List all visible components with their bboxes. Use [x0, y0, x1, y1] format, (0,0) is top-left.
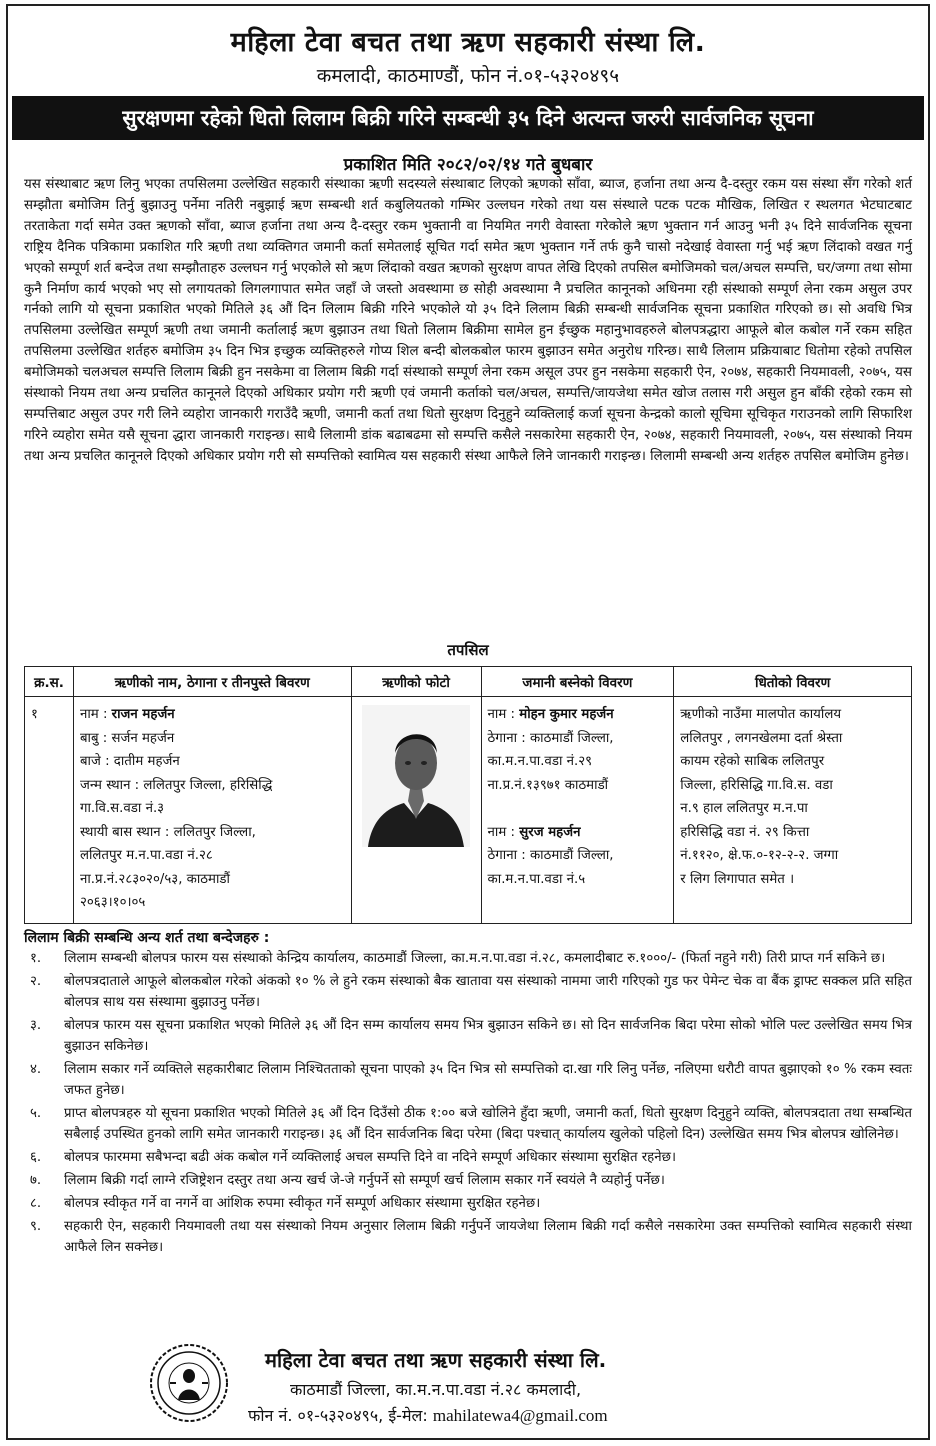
condition-number: ७. — [30, 1173, 42, 1188]
name-label: नाम : — [487, 824, 520, 840]
guarantor-detail: ठेगाना : काठमाडौं जिल्ला, — [487, 848, 614, 863]
borrower-detail: जन्म स्थान : ललितपुर जिल्ला, हरिसिद्धि — [79, 777, 273, 793]
condition-item — [24, 948, 912, 969]
condition-number: ९. — [30, 1219, 42, 1234]
footer-org-name: महिला टेवा बचत तथा ऋण सहकारी संस्था लि. — [265, 1348, 607, 1372]
borrower-name-line — [80, 703, 345, 727]
collateral-line: ललितपुर , लगनखेलमा दर्ता श्रेस्ता — [680, 730, 843, 746]
condition-number: ४. — [30, 1062, 42, 1077]
condition-text: लिलाम सकार गर्ने व्यक्तिले सहकारीबाट लिलाम निश्चितताको सूचना पाएको ३५ दिन भित्र सो सम्पत्तिको दा.खा गरि लिनु पर्नेछ, नलिएमा धरौटी वापत बुझाएको १० % रकम स्वतः जफत हुनेछ। — [64, 1062, 912, 1098]
guarantor-name-line — [488, 821, 668, 845]
footer-email: mahilatewa4@gmail.com — [432, 1406, 608, 1425]
collateral-line: र लिग लिगापात समेत । — [680, 871, 795, 887]
conditions-title: लिलाम बिक्री सम्बन्धि अन्य शर्त तथा बन्देजहरु : — [24, 930, 270, 946]
condition-item — [24, 1059, 912, 1101]
notice-banner — [12, 96, 924, 140]
conditions-list — [24, 948, 912, 1260]
condition-number: ६. — [30, 1150, 42, 1165]
cell-sn — [25, 697, 74, 924]
condition-text: लिलाम सम्बन्धी बोलपत्र फारम यस संस्थाको केन्द्रिय कार्यालय, काठमाडौं जिल्ला, का.म.न.पा.वडा नं.२८, कमलादीबाट रु.१०००/- (फिर्ता नहुने गरी) तिरी प्राप्त गर्न सकिने छ। — [64, 951, 886, 966]
condition-item — [24, 1147, 912, 1168]
guarantor-detail: का.म.न.पा.वडा नं.२९ — [487, 754, 593, 769]
guarantor-name: मोहन कुमार महर्जन — [519, 707, 614, 722]
condition-text: बोलपत्र फारम यस सूचना प्रकाशित भएको मितिले ३६ औं दिन सम्म कार्यालय समय भित्र बुझाउन सकिने छ। सो दिन सार्वजनिक बिदा परेमा सोको भोलि पल्ट उल्लेखित समय भित्र बुझाउन सकिनेछ। — [64, 1018, 912, 1054]
condition-item — [24, 971, 912, 1013]
condition-text: प्राप्त बोलपत्रहरु यो सूचना प्रकाशित भएको मितिले ३६ औं दिन दिउँसो ठीक १:०० बजे खोलिने हुँदा ऋणी, जमानी कर्ता, धितो सुरक्षण दिनुहुने व्यक्ति, बोलपत्रदाता तथा सम्बन्धित सबैलाई उपस्थित हुनको लागि समेत जानकारी गराइन्छ। ३६ औं दिन सार्वजनिक बिदा परेमा (बिदा पश्चात् कार्यालय खुलेको पहिलो दिन) उल्लेखित समय भित्र बोलपत्र खोलिनेछ। — [64, 1106, 912, 1142]
condition-item — [24, 1015, 912, 1057]
borrower-photo — [362, 705, 470, 847]
org-address-phone: कमलादी, काठमाण्डौं, फोन नं.०१-५३२०४९५ — [316, 65, 620, 87]
collateral-line: नं.११२०, क्षे.फ.०-१२-२-२. जग्गा — [680, 848, 839, 863]
condition-item — [24, 1216, 912, 1258]
condition-number: ८. — [30, 1196, 42, 1211]
guarantor-detail: ठेगाना : काठमाडौं जिल्ला, — [487, 730, 614, 746]
cell-collateral — [674, 697, 912, 924]
header-guarantor: जमानी बस्नेको विवरण — [481, 667, 674, 697]
condition-text: सहकारी ऐन, सहकारी नियमावली तथा यस संस्थाको नियम अनुसार लिलाम बिक्री गर्नुपर्ने जायजेथा लिलाम बिक्री गर्दा कसैले नसकारेमा उक्त सम्पत्तिको स्वामित्व सहकारी संस्था आफैले लिन सक्नेछ। — [64, 1219, 912, 1255]
header-collateral: धितोको विवरण — [674, 667, 912, 697]
collateral-line: जिल्ला, हरिसिद्धि गा.वि.स. वडा — [680, 777, 833, 793]
notice-banner-text: सुरक्षणमा रहेको धितो लिलाम बिक्री गरिने सम्बन्धी ३५ दिने अत्यन्त जरुरी सार्वजनिक सूचना — [122, 106, 814, 130]
cell-photo — [351, 697, 481, 924]
borrower-detail: गा.वि.स.वडा नं.३ — [79, 801, 165, 816]
guarantor-gap — [488, 797, 668, 821]
cell-borrower — [73, 697, 351, 924]
published-date: प्रकाशित मिति २०८२/०२/१४ गते बुधबार — [343, 155, 593, 175]
condition-text: बोलपत्र स्वीकृत गर्ने वा नगर्ने वा आंशिक रुपमा स्वीकृत गर्ने सम्पूर्ण अधिकार संस्थामा सुरक्षित रहनेछ। — [64, 1196, 541, 1211]
collateral-line: कायम रहेको साबिक ललितपुर — [680, 754, 825, 769]
borrower-detail: ना.प्र.नं.२८३०२०/५३, काठमाडौं — [79, 871, 230, 887]
borrower-detail: २०६३।१०।०५ — [79, 895, 146, 910]
condition-text: लिलाम बिक्री गर्दा लाग्ने रजिष्ट्रेशन दस्तुर तथा अन्य खर्च जे-जे गर्नुपर्ने सो सम्पूर्ण खर्च लिलाम सकार गर्ने स्वयंले नै व्यहोर्नु पर्नेछ। — [64, 1173, 665, 1188]
table-header-row — [25, 667, 912, 697]
borrower-detail: स्थायी बास स्थान : ललितपुर जिल्ला, — [79, 824, 256, 840]
person-photo-icon — [362, 705, 470, 847]
condition-number: ५. — [30, 1106, 42, 1121]
footer-contact — [248, 1404, 608, 1426]
collateral-line: हरिसिद्धि वडा नं. २९ कित्ता — [680, 824, 810, 840]
borrower-name: राजन महर्जन — [111, 707, 175, 722]
footer-address: काठमाडौं जिल्ला, का.म.न.पा.वडा नं.२८ कमलादी, — [290, 1380, 582, 1399]
condition-text: बोलपत्र फारममा सबैभन्दा बढी अंक कबोल गर्ने व्यक्तिलाई अचल सम्पत्ति दिने वा नदिने सम्पूर्ण अधिकार संस्थामा सुरक्षित रहनेछ। — [64, 1150, 676, 1165]
org-title: महिला टेवा बचत तथा ऋण सहकारी संस्था लि. — [230, 27, 706, 58]
condition-number: ३. — [30, 1018, 42, 1033]
name-label: नाम : — [487, 707, 520, 722]
guarantor-detail: ना.प्र.नं.१३९७१ काठमाडौं — [487, 777, 609, 793]
collateral-line: ऋणीको नाउँमा मालपोत कार्यालय — [680, 707, 842, 722]
header-sn: क्र.स. — [25, 667, 74, 697]
condition-item — [24, 1193, 912, 1214]
guarantor-detail: का.म.न.पा.वडा नं.५ — [487, 871, 586, 887]
condition-item — [24, 1103, 912, 1145]
borrower-table — [24, 666, 912, 924]
name-label: नाम : — [79, 707, 112, 722]
collateral-line: न.९ हाल ललितपुर म.न.पा — [680, 801, 808, 816]
cell-guarantor — [481, 697, 674, 924]
borrower-detail: ललितपुर म.न.पा.वडा नं.२८ — [79, 848, 213, 863]
footer-phone: फोन नं. ०१-५३२०४९५, ई-मेल: — [248, 1406, 433, 1425]
borrower-detail: बाजे : दातीम महर्जन — [79, 754, 180, 769]
condition-number: २. — [30, 974, 42, 989]
guarantor-name-line — [488, 703, 668, 727]
header-borrower: ऋणीको नाम, ठेगाना र तीनपुस्ते बिवरण — [73, 667, 351, 697]
table-row — [25, 697, 912, 924]
guarantor-name: सुरज महर्जन — [519, 824, 581, 840]
condition-item — [24, 1170, 912, 1191]
header-photo: ऋणीको फोटो — [351, 667, 481, 697]
condition-text: बोलपत्रदाताले आफूले बोलकबोल गरेको अंकको १० % ले हुने रकम संस्थाको बैक खातावा यस संस्थाको नाममा जारी गरिएको गुड फर पेमेन्ट चेक वा बैंक ड्राफ्ट सक्कल प्रति सहित बोलपत्र साथ यस संस्थामा बुझाउनु पर्नेछ। — [64, 974, 912, 1010]
notice-body: यस संस्थाबाट ऋण लिनु भएका तपसिलमा उल्लेखित सहकारी संस्थाका ऋणी सदस्यले संस्थाबाट लिएको ऋणको साँवा, ब्याज, हर्जाना तथा अन्य दै-दस्तुर रकम यस संस्था सँग गरेको शर्त सम्झौता बमोजिम तिर्नु बुझाउनु पर्नेमा नतिरी नबुझाई ऋण सम्बन्धी शर्त कबुलियतको गम्भिर उल्लघन गरेको तथा यस संस्थाले पटक पटक मौखिक, लिखित र स्थलगत भेटघाटबाट तरताकेता गर्दा समेत उक्त ऋणको साँवा, ब्याज हर्जाना तथा अन्य दै-दस्तुर रकम भुक्तानी वा नियमित नगरी वेवास्ता गरेकोले ऋण भुक्तान गर्न आउनु भनी ३५ दिने सार्वजनिक सूचना राष्ट्रिय दैनिक पत्रिकामा प्रकाशित गरि ऋणी तथा व्यक्तिगत जमानी कर्ता समेतलाई सूचित गर्दा समेत ऋण भुक्तान गर्ने तर्फ कुनै चासो नदेखाई वेवास्ता गर्नु भई ऋण लिंदाको वखत गर्नु भएको सम्पूर्ण शर्त बन्देज तथा सम्झौताहरु उल्लघन गर्नु भएकोले सो ऋण लिंदाको वखत ऋणको सुरक्षण वापत लेखि दिएको तपसिल बमोजिमको चल/अचल सम्पत्ति, घर/जग्गा तथा सोमा कुनै निर्माण कार्य भएको भए सो लगायतको लिगलगापात समेत जहाँ जे जस्तो अवस्थामा छ सोही अवस्थामा नै प्रचलित कानूनको अधिनमा रही संस्थाको सम्पूर्ण लेना रकम असुल उपर गर्नको लागि यो सूचना प्रकाशित भएको मितिले ३६ औं दिन लिलाम बिक्री गरिने भएकोले यो ३५ दिने लिलाम बिक्री सम्बन्धी सार्वजनिक सूचना प्रकाशित गरिएको छ। सो अवधि भित्र तपसिलमा उल्लेखित सम्पूर्ण ऋणी तथा जमानी कर्तालाई ऋण बुझाउन तथा धितो लिलाम बिक्रीमा सामेल हुन ईच्छुक महानुभावहरुले बोलपत्रद्धारा आफूले बोल कबोल गर्ने रकम सहित तपसिलमा उल्लेखित शर्तहरु बमोजिम ३५ दिन भित्र इच्छुक व्यक्तिहरुले गोप्य शिल बन्दी बोलकबोल फारम बुझाउन समेत अनुरोध गरिन्छ। साथै लिलाम प्रक्रियाबाट धितोमा रहेको तपसिल बमोजिमको चलअचल सम्पत्ति लिलाम बिक्री हुन नसकेमा वा लिलाम बिक्री गर्दा संस्थाको सम्पूर्ण लेना रकम असूल उपर हुन नसकेमा सहकारी ऐन, २०७४, सहकारी नियमावली, २०७५, यस संस्थाको नियम तथा अन्य प्रचलित कानूनले दिएको अधिकार प्रयोग गरी ऋणी एवं जमानी कर्ताको चल/अचल, सम्पत्ति/जायजेथा समेत खोज तलास गरी असुल हुन बाँकी रहेको रकम सो सम्पत्तिबाट असुल उपर गरी लिने व्यहोरा जानकारी गराउँदै ऋणी, जमानी कर्ता तथा धितो सुरक्षण दिनुहुने व्यक्तिलाई कर्जा सूचना केन्द्रको कालो सूचिमा सूचिकृत गराउनको लागि सिफारिश गरिने व्यहोरा समेत यसै सूचना द्धारा जानकारी गराइन्छ। साथै लिलामी डांक बढाबढमा सो सम्पत्ति कसैले नसकारेमा सहकारी ऐन, २०७४, सहकारी नियमावली, २०७५, यस संस्थाको नियम तथा अन्य प्रचलित कानूनले दिएको अधिकार प्रयोग गरी सो सम्पत्तिको स्वामित्व यस सहकारी संस्था आफैले लिने जानकारी गराइन्छ। लिलामी सम्बन्धी अन्य शर्तहरु तपसिल बमोजिम हुनेछ। — [24, 177, 912, 464]
schedule-title: तपसिल — [447, 641, 489, 659]
borrower-detail: बाबु : सर्जन महर्जन — [79, 730, 175, 746]
row-serial: १ — [31, 707, 38, 722]
condition-number: १. — [30, 951, 42, 966]
cooperative-seal-icon — [148, 1342, 230, 1424]
